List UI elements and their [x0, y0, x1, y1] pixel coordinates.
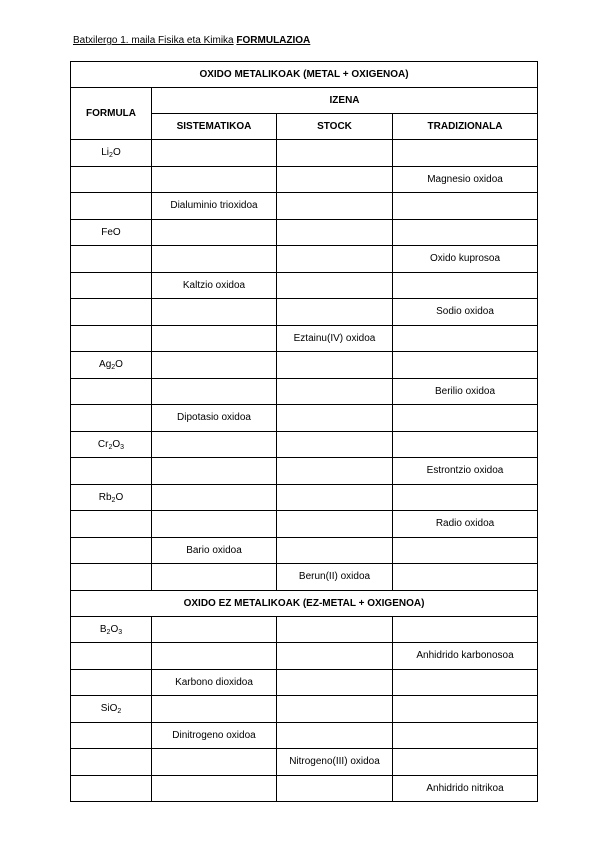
- sistematikoa-cell: Dipotasio oxidoa: [152, 405, 277, 432]
- formula-cell: SiO$_2$: [71, 696, 152, 723]
- stock-cell: [277, 272, 393, 299]
- formula-cell: [71, 405, 152, 432]
- formula-cell: [71, 669, 152, 696]
- stock-cell: [277, 193, 393, 220]
- stock-cell: [277, 669, 393, 696]
- document-header: [73, 35, 310, 46]
- table-row: [71, 616, 538, 643]
- table-row: [71, 537, 538, 564]
- sistematikoa-cell: [152, 458, 277, 485]
- formula-cell: [71, 378, 152, 405]
- sistematikoa-cell: [152, 616, 277, 643]
- table-row: [71, 484, 538, 511]
- formula-cell: $Li_2O$: [71, 140, 152, 167]
- formula-cell: $Cr_2O_3$: [71, 431, 152, 458]
- stock-cell: [277, 246, 393, 273]
- sistematikoa-cell: [152, 325, 277, 352]
- header-prefix: Batxilergo 1. maila Fisika eta Kimika: [73, 35, 234, 46]
- tradizionala-cell: [393, 405, 538, 432]
- tradizionala-cell: [393, 722, 538, 749]
- table-row: [71, 431, 538, 458]
- tradizionala-cell: [393, 140, 538, 167]
- sistematikoa-cell: Kaltzio oxidoa: [152, 272, 277, 299]
- table-row: [71, 669, 538, 696]
- tradizionala-cell: [393, 669, 538, 696]
- tradizionala-cell: Oxido kuprosoa: [393, 246, 538, 273]
- stock-cell: [277, 643, 393, 670]
- formula-cell: [71, 722, 152, 749]
- table-row: [71, 722, 538, 749]
- sistematikoa-cell: Dinitrogeno oxidoa: [152, 722, 277, 749]
- tradizionala-cell: [393, 484, 538, 511]
- formula-cell: [71, 458, 152, 485]
- sistematikoa-cell: [152, 140, 277, 167]
- col-stock-header: STOCK: [277, 114, 393, 140]
- sistematikoa-cell: [152, 749, 277, 776]
- formula-cell: [71, 564, 152, 591]
- tradizionala-cell: [393, 564, 538, 591]
- tradizionala-cell: Anhidrido karbonosoa: [393, 643, 538, 670]
- formula-cell: [71, 749, 152, 776]
- stock-cell: Nitrogeno(III) oxidoa: [277, 749, 393, 776]
- tradizionala-cell: Radio oxidoa: [393, 511, 538, 538]
- tradizionala-cell: [393, 537, 538, 564]
- table-row: [71, 272, 538, 299]
- stock-cell: [277, 299, 393, 326]
- tradizionala-cell: [393, 272, 538, 299]
- formula-cell: $Ag_2O$: [71, 352, 152, 379]
- formula-cell: $Rb_2O$: [71, 484, 152, 511]
- table-row: [71, 193, 538, 220]
- formula-cell: [71, 166, 152, 193]
- stock-cell: Eztainu(IV) oxidoa: [277, 325, 393, 352]
- stock-cell: [277, 219, 393, 246]
- tradizionala-cell: Magnesio oxidoa: [393, 166, 538, 193]
- stock-cell: [277, 352, 393, 379]
- formula-header: FORMULA: [71, 88, 152, 140]
- table-row: [71, 749, 538, 776]
- formula-cell: [71, 643, 152, 670]
- stock-cell: [277, 484, 393, 511]
- table-row: [71, 564, 538, 591]
- table-row: [71, 511, 538, 538]
- tradizionala-cell: Anhidrido nitrikoa: [393, 775, 538, 802]
- stock-cell: [277, 378, 393, 405]
- tradizionala-cell: [393, 219, 538, 246]
- formula-cell: [71, 246, 152, 273]
- tradizionala-cell: Estrontzio oxidoa: [393, 458, 538, 485]
- section-title-row: [71, 590, 538, 616]
- sistematikoa-cell: [152, 484, 277, 511]
- table-row: [71, 219, 538, 246]
- table-row: [71, 775, 538, 802]
- header-row: [71, 88, 538, 114]
- stock-cell: [277, 696, 393, 723]
- formula-cell: FeO: [71, 219, 152, 246]
- sistematikoa-cell: [152, 219, 277, 246]
- sistematikoa-cell: [152, 166, 277, 193]
- tradizionala-cell: [393, 325, 538, 352]
- formula-cell: [71, 272, 152, 299]
- stock-cell: [277, 722, 393, 749]
- sistematikoa-cell: [152, 643, 277, 670]
- table-row: [71, 458, 538, 485]
- tradizionala-cell: [393, 431, 538, 458]
- stock-cell: [277, 140, 393, 167]
- sistematikoa-cell: [152, 511, 277, 538]
- stock-cell: [277, 616, 393, 643]
- formula-cell: [71, 193, 152, 220]
- stock-cell: [277, 166, 393, 193]
- sistematikoa-cell: [152, 352, 277, 379]
- table-row: [71, 696, 538, 723]
- stock-cell: [277, 431, 393, 458]
- header-title: FORMULAZIOA: [236, 35, 311, 46]
- tradizionala-cell: [393, 193, 538, 220]
- sistematikoa-cell: [152, 696, 277, 723]
- name-header: IZENA: [152, 88, 538, 114]
- tradizionala-cell: Berilio oxidoa: [393, 378, 538, 405]
- formula-cell: $B_2O_3$: [71, 616, 152, 643]
- formula-cell: [71, 511, 152, 538]
- table-row: [71, 643, 538, 670]
- tradizionala-cell: [393, 696, 538, 723]
- stock-cell: [277, 537, 393, 564]
- table-row: [71, 166, 538, 193]
- formula-cell: [71, 299, 152, 326]
- sistematikoa-cell: [152, 378, 277, 405]
- sistematikoa-cell: [152, 246, 277, 273]
- tradizionala-cell: [393, 749, 538, 776]
- sistematikoa-cell: [152, 431, 277, 458]
- col-sistematikoa-header: SISTEMATIKOA: [152, 114, 277, 140]
- tradizionala-cell: [393, 616, 538, 643]
- sistematikoa-cell: [152, 299, 277, 326]
- table-row: [71, 378, 538, 405]
- table-row: [71, 299, 538, 326]
- formula-cell: [71, 775, 152, 802]
- formulation-table: [70, 61, 538, 802]
- formula-cell: [71, 537, 152, 564]
- section1-title: OXIDO METALIKOAK (METAL + OXIGENOA): [71, 62, 538, 88]
- sistematikoa-cell: Dialuminio trioxidoa: [152, 193, 277, 220]
- section-title-row: [71, 62, 538, 88]
- col-tradizionala-header: TRADIZIONALA: [393, 114, 538, 140]
- sistematikoa-cell: [152, 775, 277, 802]
- stock-cell: [277, 511, 393, 538]
- section2-title: OXIDO EZ METALIKOAK (EZ-METAL + OXIGENOA): [71, 590, 538, 616]
- sistematikoa-cell: Karbono dioxidoa: [152, 669, 277, 696]
- tradizionala-cell: [393, 352, 538, 379]
- tradizionala-cell: Sodio oxidoa: [393, 299, 538, 326]
- table-row: [71, 405, 538, 432]
- formula-cell: [71, 325, 152, 352]
- table-row: [71, 246, 538, 273]
- table-row: [71, 140, 538, 167]
- sistematikoa-cell: [152, 564, 277, 591]
- stock-cell: [277, 405, 393, 432]
- table-row: [71, 325, 538, 352]
- sistematikoa-cell: Bario oxidoa: [152, 537, 277, 564]
- stock-cell: [277, 775, 393, 802]
- stock-cell: [277, 458, 393, 485]
- stock-cell: Berun(II) oxidoa: [277, 564, 393, 591]
- table-row: [71, 352, 538, 379]
